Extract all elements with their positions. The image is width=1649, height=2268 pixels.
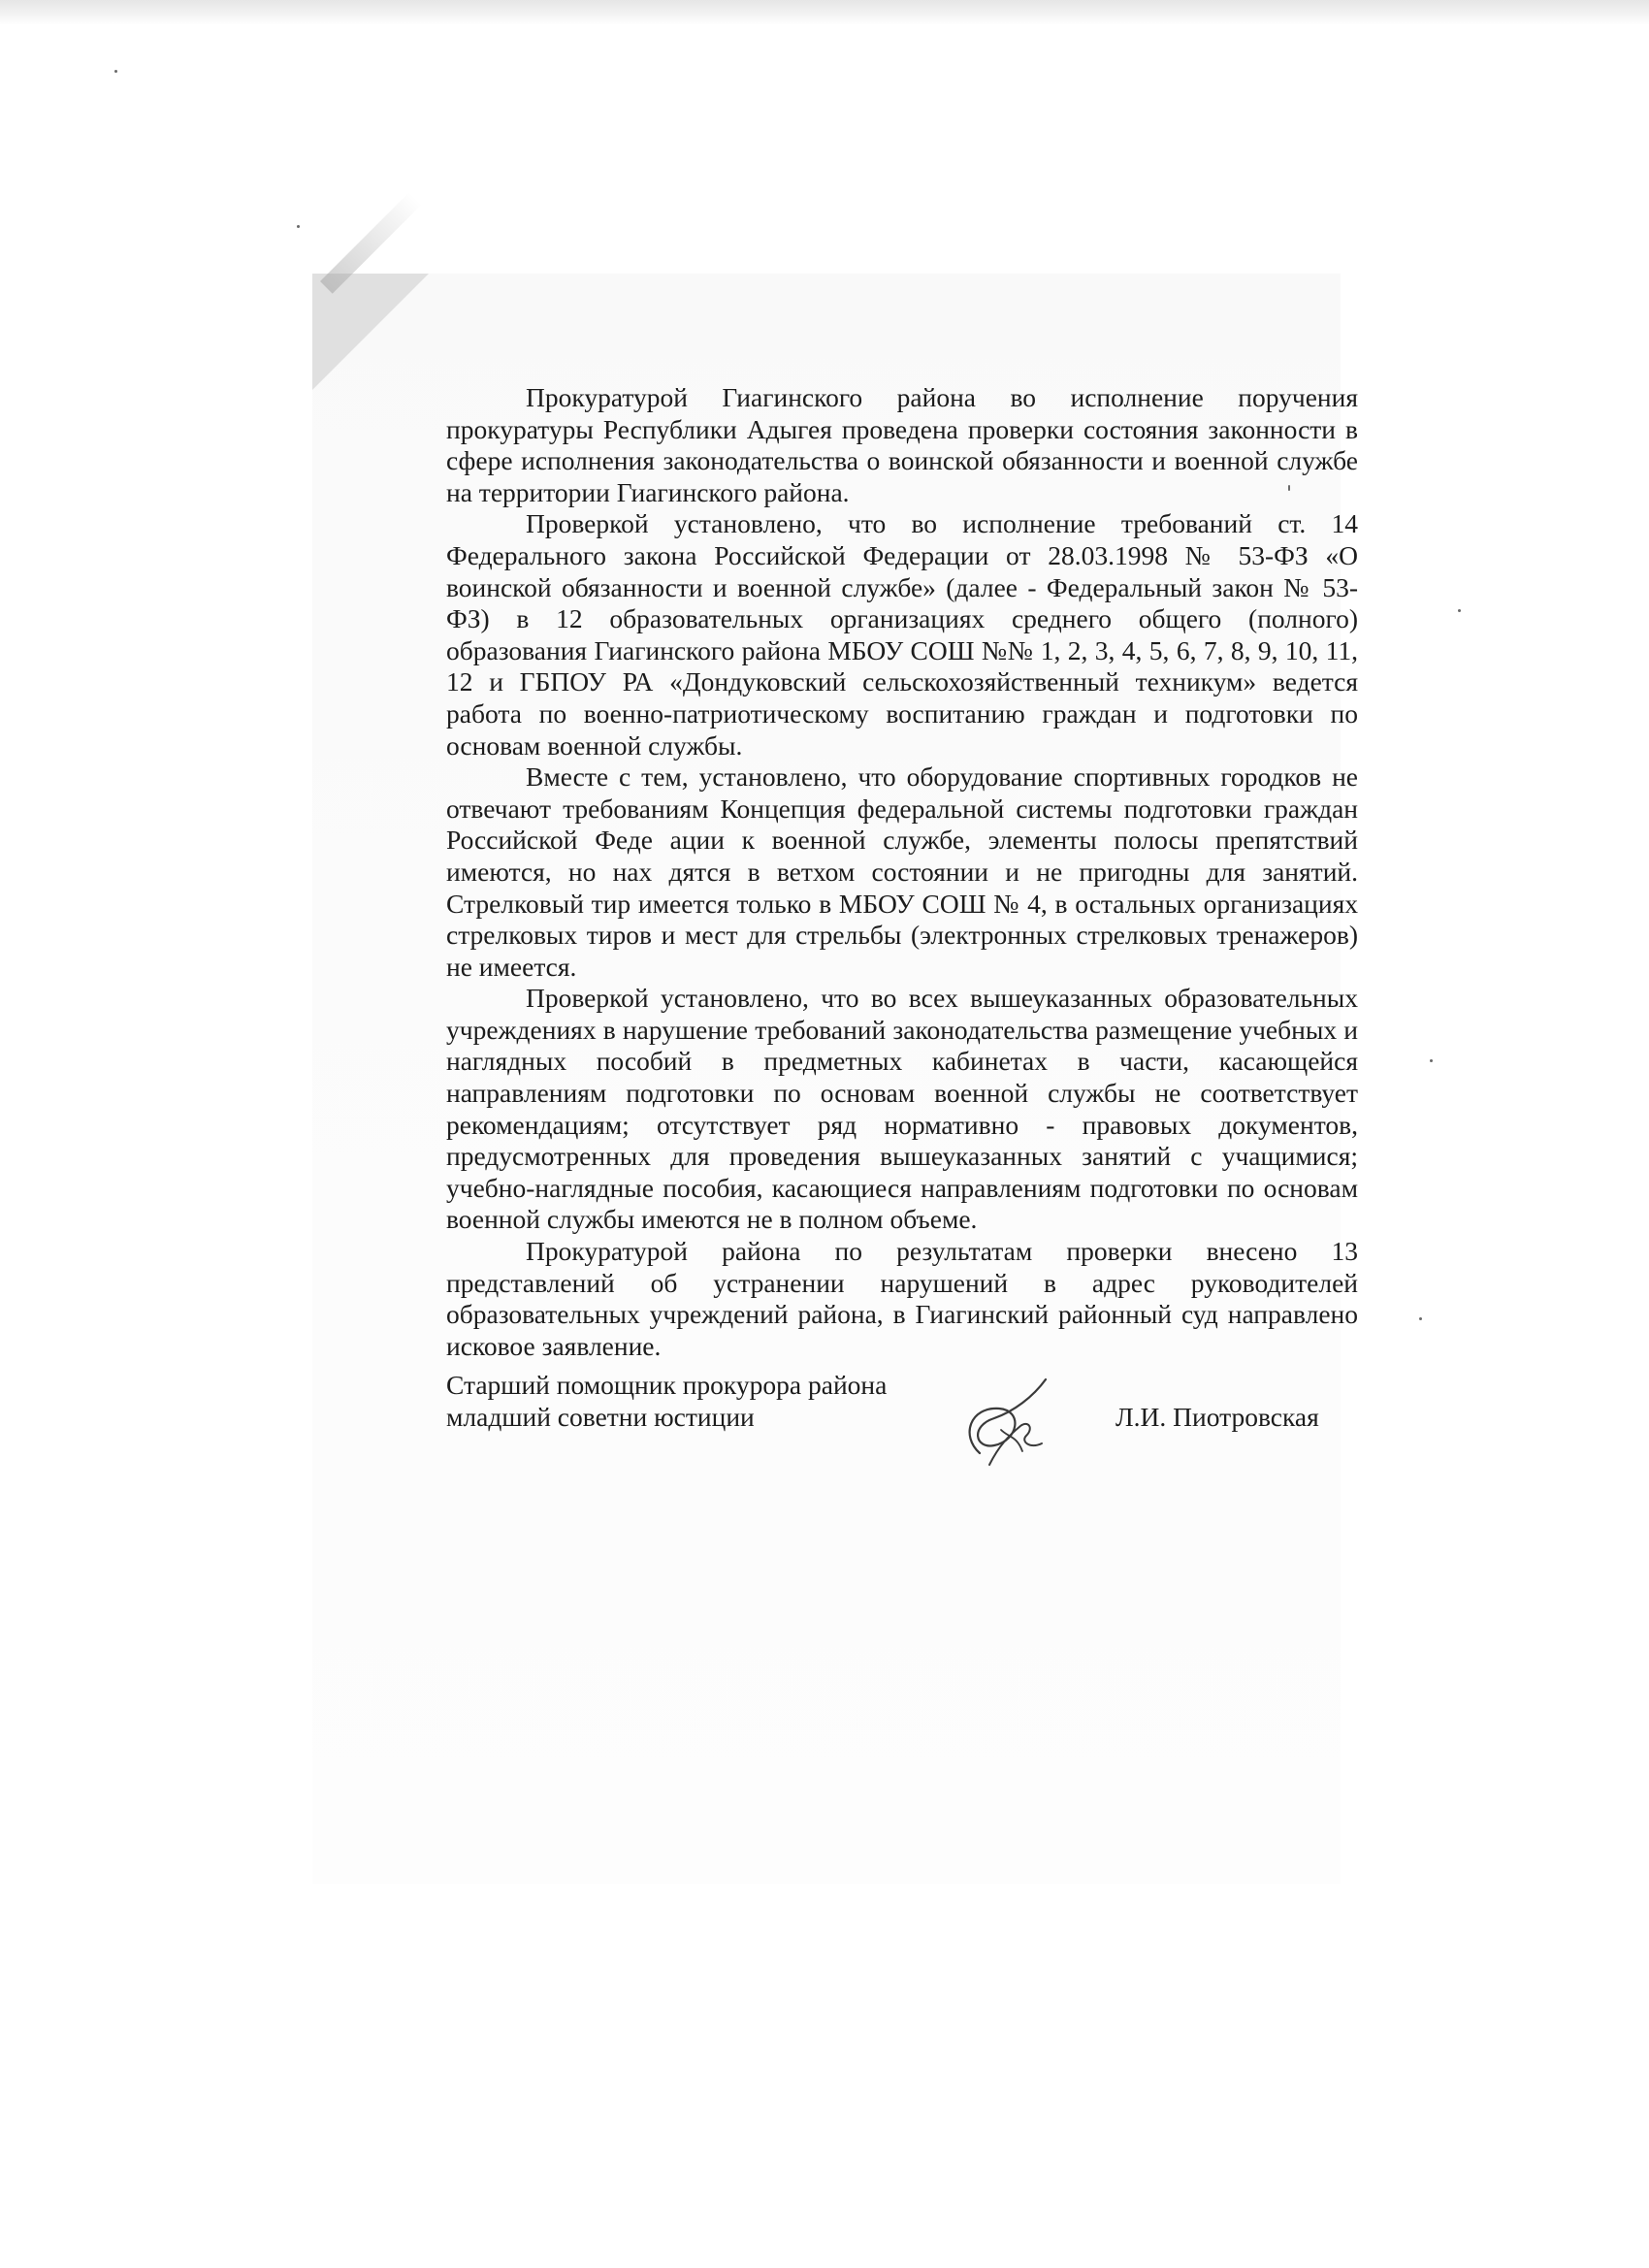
- signer-position-line2: младший советни юстиции: [446, 1401, 755, 1432]
- handwritten-signature-icon: [941, 1368, 1077, 1474]
- paragraph-1: Прокуратурой Гиагинского района во исполнение поручения прокуратуры Республики Адыгея проведена проверки состояния законности в сфере исполнения законодательства о воинской обязанности и военной службе на территории Гиагинского района.: [446, 382, 1358, 507]
- paragraph-5: Прокуратурой района по результатам проверки внесено 13 представлений об устранении нарушений в адрес руководителей образовательных учреждений района, в Гиагинский районный суд направлено исковое заявление.: [446, 1236, 1358, 1361]
- scan-speck: [297, 225, 300, 228]
- scan-speck: [1430, 1059, 1433, 1062]
- signer-name: Л.И. Пиотровская: [1116, 1401, 1319, 1432]
- paragraph-3: Вместе с тем, установлено, что оборудование спортивных городков не отвечают требованиям Концепция федеральной системы подготовки граждан Российской Феде ации к военной службе, элементы полосы препятствий имеются, но нах дятся в ветхом состоянии и не пригодны для занятий. Стрелковый тир имеется только в МБОУ СОШ № 4, в остальных организациях стрелковых тиров и мест для стрельбы (электронных стрелковых тренажеров) не имеется.: [446, 761, 1358, 982]
- scan-speck: [114, 70, 117, 73]
- scan-speck: [1419, 1317, 1422, 1320]
- paragraph-4: Проверкой установлено, что во всех вышеуказанных образовательных учреждениях в нарушение требований законодательства размещение учебных и наглядных пособий в предметных кабинетах в части, касающейся направлениям подготовки по основам военной службы не соответствует рекомендациям; отсутствует ряд нормативно - правовых документов, предусмотренных для проведения вышеуказанных занятий с учащимися; учебно-наглядные пособия, касающиеся направлениям подготовки по основам военной службы имеются не в полном объеме.: [446, 983, 1358, 1235]
- document-body: [446, 382, 1358, 1362]
- paragraph-2: Проверкой установлено, что во исполнение требований ст. 14 Федерального закона Российской Федерации от 28.03.1998 № 53-ФЗ «О воинской обязанности и военной службе» (далее - Федеральный закон № 53-ФЗ) в 12 образовательных организациях среднего общего (полного) образования Гиагинского района МБОУ СОШ №№ 1, 2, 3, 4, 5, 6, 7, 8, 9, 10, 11, 12 и ГБПОУ РА «Дондуковский сельскохозяйственный техникум» ведется работа по военно-патриотическому воспитанию граждан и подготовки по основам военной службы.: [446, 508, 1358, 761]
- scanner-edge-shadow: [0, 0, 1649, 25]
- signer-position-line1: Старший помощник прокурора района: [446, 1370, 888, 1400]
- scan-speck: [1458, 609, 1461, 612]
- signature-block: [446, 1370, 1358, 1486]
